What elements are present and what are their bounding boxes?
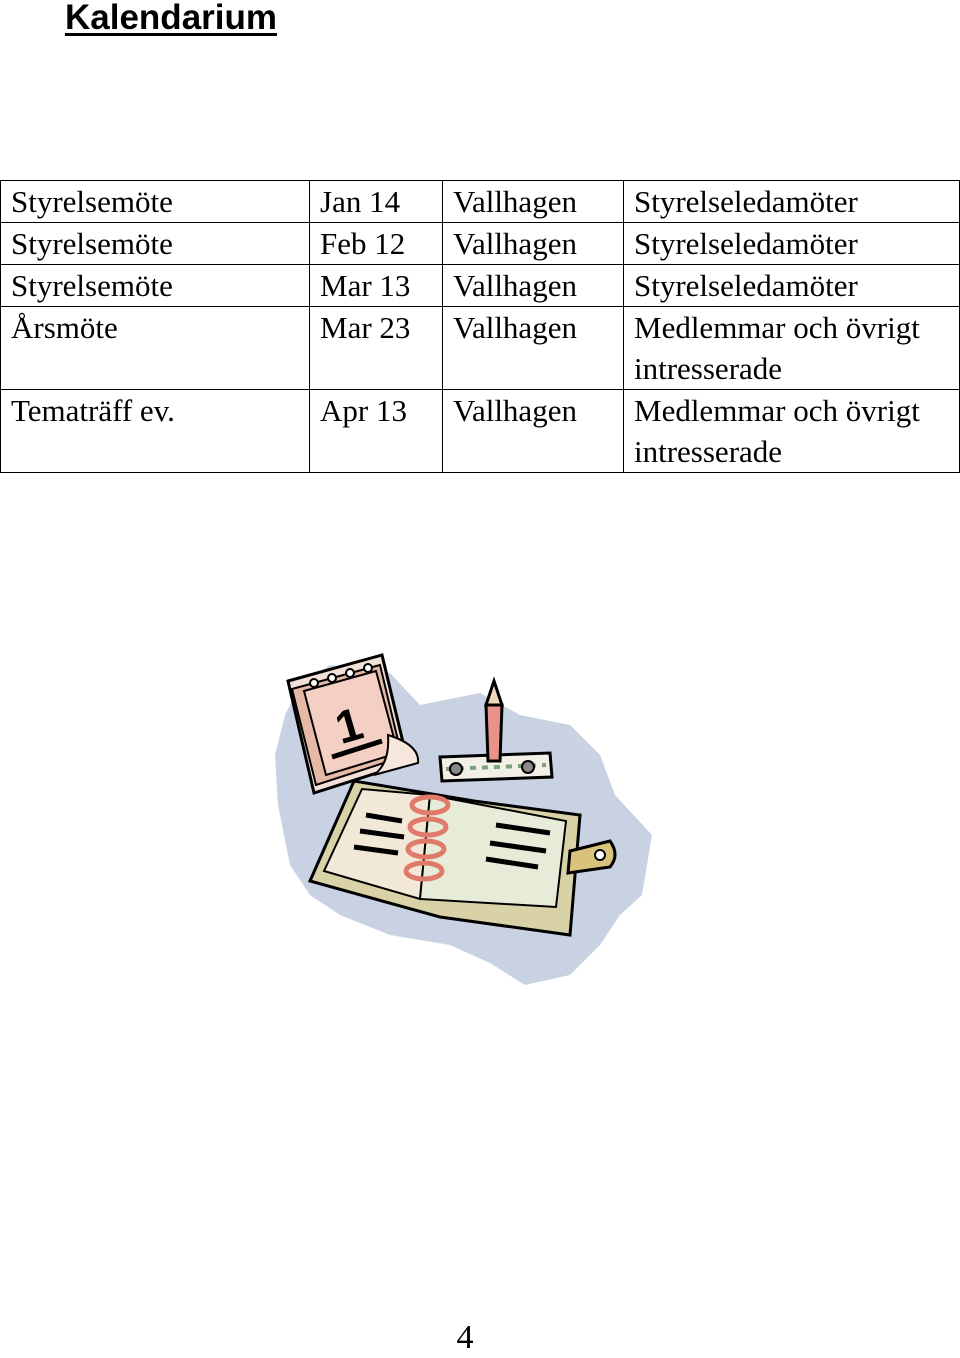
place-cell: Vallhagen	[443, 265, 624, 307]
place-cell: Vallhagen	[443, 390, 624, 473]
place-cell: Vallhagen	[443, 223, 624, 265]
date-cell: Apr 13	[310, 390, 443, 473]
event-cell: Styrelsemöte	[1, 223, 310, 265]
event-cell: Tematräff ev.	[1, 390, 310, 473]
event-cell: Styrelsemöte	[1, 265, 310, 307]
audience-cell: Medlemmar och övrigt intresserade	[624, 307, 960, 390]
table-row	[1, 307, 960, 390]
page-title: Kalendarium	[65, 0, 277, 37]
table-row	[1, 223, 960, 265]
audience-cell: Styrelseledamöter	[624, 265, 960, 307]
table-row	[1, 181, 960, 223]
page-number: 4	[456, 1319, 474, 1356]
place-cell: Vallhagen	[443, 181, 624, 223]
event-cell: Styrelsemöte	[1, 181, 310, 223]
date-cell: Mar 23	[310, 307, 443, 390]
audience-cell: Styrelseledamöter	[624, 181, 960, 223]
audience-cell: Styrelseledamöter	[624, 223, 960, 265]
table-row	[1, 265, 960, 307]
calendar-table	[0, 180, 960, 473]
calendar-planner-clipart-icon	[270, 645, 660, 990]
audience-cell: Medlemmar och övrigt intresserade	[624, 390, 960, 473]
calendar-page-number: 1	[329, 696, 369, 754]
date-cell: Feb 12	[310, 223, 443, 265]
date-cell: Jan 14	[310, 181, 443, 223]
place-cell: Vallhagen	[443, 307, 624, 390]
table-row	[1, 390, 960, 473]
event-cell: Årsmöte	[1, 307, 310, 390]
date-cell: Mar 13	[310, 265, 443, 307]
